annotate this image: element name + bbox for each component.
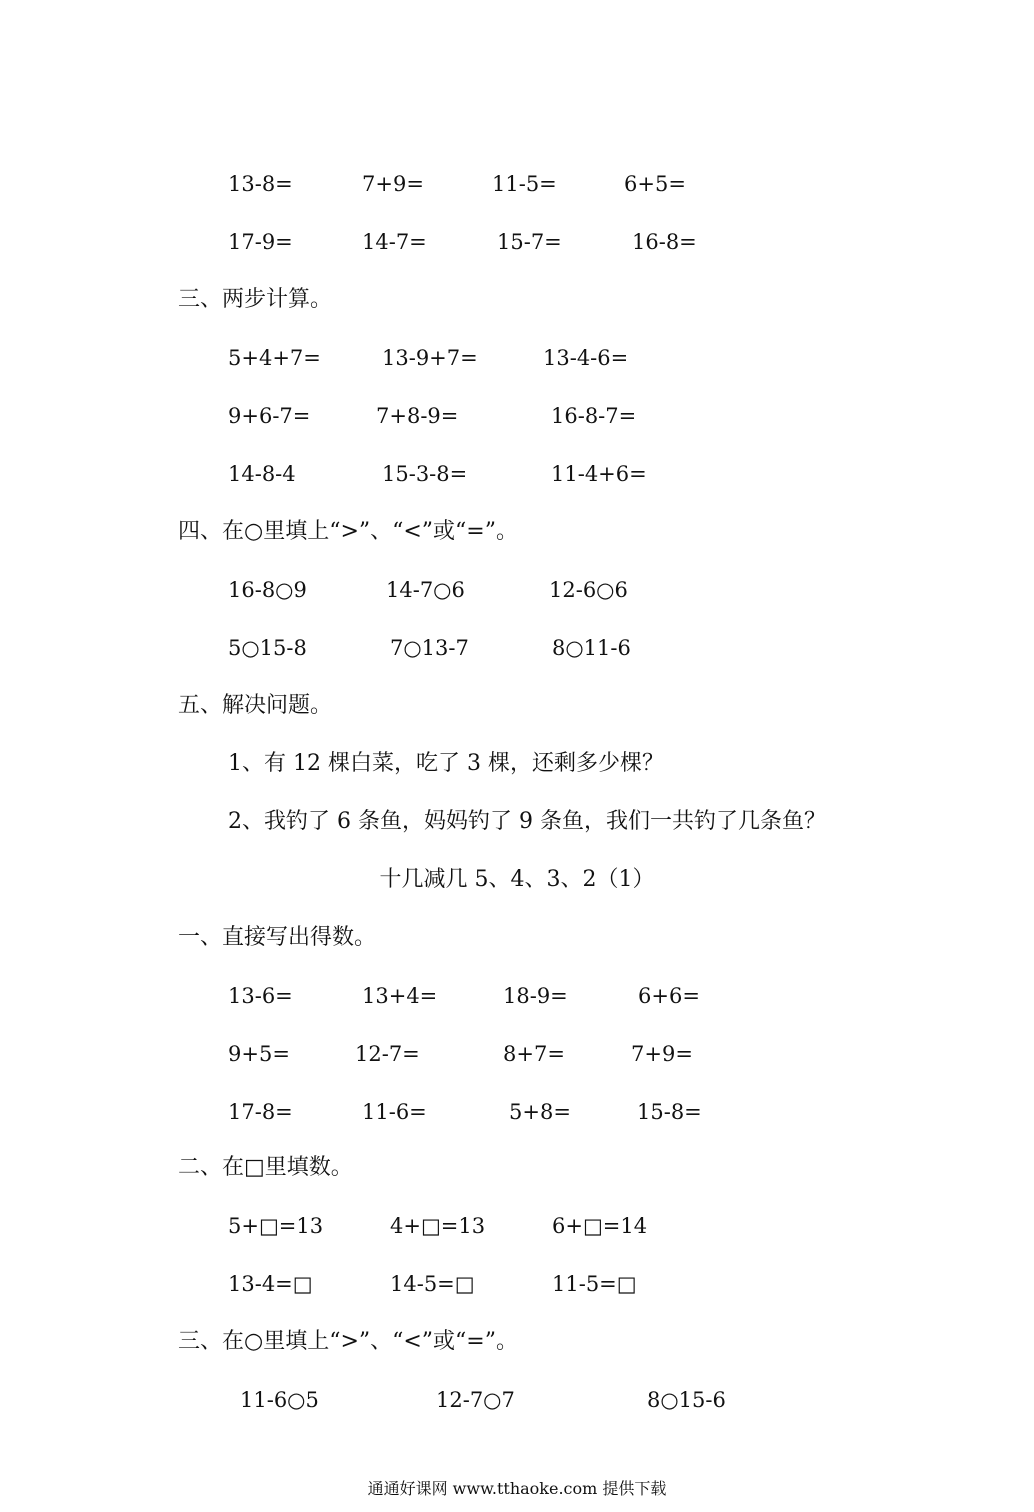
expression: 13-8= [228,172,293,196]
expression: 6+5= [624,172,686,196]
fill-in-box: 5+□=13 [228,1214,324,1238]
expression: 11-4+6= [551,462,647,486]
expression: 13-4-6= [543,346,629,370]
expression: 14-8-4 [228,462,296,486]
expression: 8+7= [503,1042,565,1066]
expression: 6+6= [638,984,700,1008]
footer-watermark: 通通好课网 www.tthaoke.com 提供下载 [367,1479,667,1498]
word-problem: 2、我钓了 6 条鱼，妈妈钓了 9 条鱼，我们一共钓了几条鱼？ [228,809,826,834]
section-heading: 一、直接写出得数。 [178,925,377,950]
expression: 9+5= [228,1042,290,1066]
expression: 15-7= [497,230,562,254]
expression: 18-9= [503,984,568,1008]
expression: 13+4= [362,984,438,1008]
expression: 17-9= [228,230,293,254]
lesson-title: 十几减几 5、4、3、2（1） [379,867,655,892]
word-problem: 1、有 12 棵白菜，吃了 3 棵，还剩多少棵？ [228,751,664,776]
section-heading: 三、两步计算。 [178,287,333,312]
expression: 11-5= [492,172,557,196]
comparison: 8○11-6 [552,636,631,660]
expression: 5+4+7= [228,346,321,370]
fill-in-box: 14-5=□ [390,1272,475,1296]
expression: 11-6= [362,1100,427,1124]
section-heading: 五、解决问题。 [178,693,333,718]
expression: 7+9= [631,1042,693,1066]
expression: 12-7= [355,1042,420,1066]
fill-in-box: 13-4=□ [228,1272,313,1296]
comparison: 14-7○6 [386,578,465,602]
expression: 7+8-9= [376,404,459,428]
section-heading: 二、在□里填数。 [178,1155,353,1180]
fill-in-box: 6+□=14 [552,1214,648,1238]
expression: 9+6-7= [228,404,311,428]
expression: 15-8= [637,1100,702,1124]
comparison: 11-6○5 [240,1388,319,1412]
expression: 17-8= [228,1100,293,1124]
comparison: 16-8○9 [228,578,307,602]
fill-in-box: 4+□=13 [390,1214,486,1238]
expression: 15-3-8= [382,462,468,486]
expression: 14-7= [362,230,427,254]
expression: 13-6= [228,984,293,1008]
comparison: 7○13-7 [390,636,469,660]
comparison: 8○15-6 [647,1388,726,1412]
expression: 13-9+7= [382,346,478,370]
section-heading: 四、在○里填上“>”、“<”或“=”。 [178,519,518,544]
fill-in-box: 11-5=□ [552,1272,637,1296]
expression: 7+9= [362,172,424,196]
comparison: 12-7○7 [436,1388,515,1412]
expression: 5+8= [509,1100,571,1124]
expression: 16-8-7= [551,404,637,428]
section-heading: 三、在○里填上“>”、“<”或“=”。 [178,1329,518,1354]
comparison: 12-6○6 [549,578,628,602]
expression: 16-8= [632,230,697,254]
comparison: 5○15-8 [228,636,307,660]
